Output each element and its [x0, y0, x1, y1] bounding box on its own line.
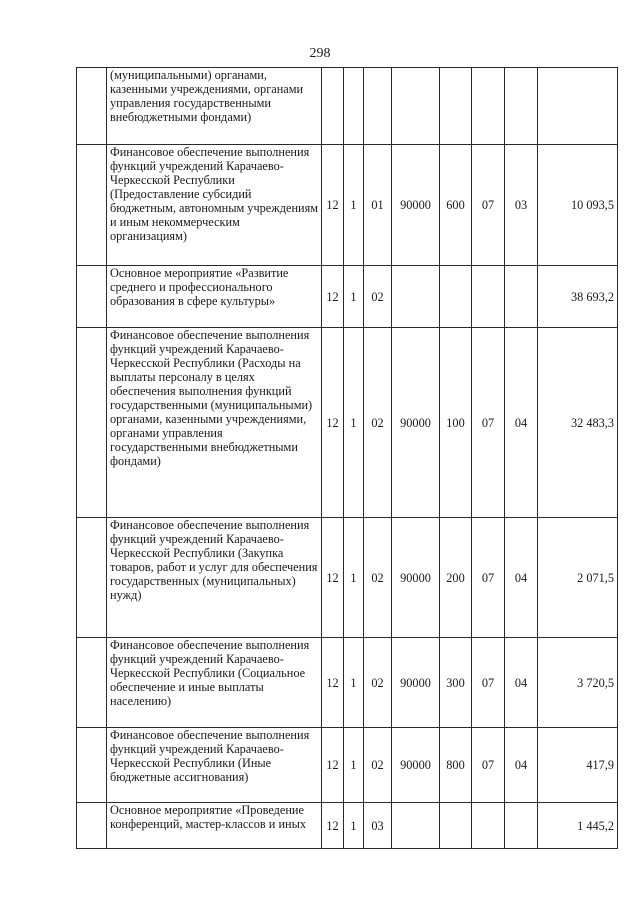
direction-code-cell — [392, 803, 440, 849]
expense-type-cell — [440, 803, 472, 849]
subsection-cell — [505, 803, 538, 849]
expense-type-cell: 300 — [440, 638, 472, 728]
activity-code-cell: 02 — [364, 638, 392, 728]
subprogram-code-cell: 1 — [344, 518, 364, 638]
description-cell: (муниципальными) органами, казенными учреждениями, органами управления государственными внебюджетными фондами) — [107, 68, 322, 145]
amount-cell: 3 720,5 — [538, 638, 618, 728]
expense-type-cell: 600 — [440, 145, 472, 266]
subprogram-code-cell: 1 — [344, 803, 364, 849]
amount-cell: 417,9 — [538, 728, 618, 803]
table-row — [77, 518, 618, 638]
subsection-cell: 04 — [505, 638, 538, 728]
row-number-cell — [77, 328, 107, 518]
subprogram-code-cell: 1 — [344, 266, 364, 328]
direction-code-cell: 90000 — [392, 638, 440, 728]
table-row — [77, 728, 618, 803]
amount-cell: 32 483,3 — [538, 328, 618, 518]
row-number-cell — [77, 518, 107, 638]
program-code-cell: 12 — [322, 518, 344, 638]
expense-type-cell: 800 — [440, 728, 472, 803]
amount-cell: 1 445,2 — [538, 803, 618, 849]
program-code-cell: 12 — [322, 145, 344, 266]
row-number-cell — [77, 638, 107, 728]
table-row — [77, 803, 618, 849]
section-cell: 07 — [472, 728, 505, 803]
program-code-cell: 12 — [322, 728, 344, 803]
section-cell: 07 — [472, 638, 505, 728]
row-number-cell — [77, 145, 107, 266]
direction-code-cell: 90000 — [392, 518, 440, 638]
program-code-cell: 12 — [322, 803, 344, 849]
page-number: 298 — [309, 46, 331, 61]
amount-cell — [538, 68, 618, 145]
activity-code-cell: 02 — [364, 728, 392, 803]
subprogram-code-cell: 1 — [344, 638, 364, 728]
row-number-cell — [77, 68, 107, 145]
description-cell: Финансовое обеспечение выполнения функций учреждений Карачаево-Черкесской Республики (Расходы на выплаты персоналу в целях обеспечения выполнения функций государственными (муниципальными) органами, казенными учреждениями, органами управления государственными внебюджетными фондами) — [107, 328, 322, 518]
program-code-cell — [322, 68, 344, 145]
activity-code-cell: 01 — [364, 145, 392, 266]
subprogram-code-cell: 1 — [344, 328, 364, 518]
amount-cell: 10 093,5 — [538, 145, 618, 266]
activity-code-cell: 02 — [364, 328, 392, 518]
program-code-cell: 12 — [322, 638, 344, 728]
description-cell: Финансовое обеспечение выполнения функций учреждений Карачаево-Черкесской Республики (Закупка товаров, работ и услуг для обеспечения государственных (муниципальных) нужд) — [107, 518, 322, 638]
table-row — [77, 266, 618, 328]
expense-type-cell — [440, 68, 472, 145]
subsection-cell: 03 — [505, 145, 538, 266]
activity-code-cell — [364, 68, 392, 145]
subsection-cell — [505, 68, 538, 145]
expense-type-cell: 100 — [440, 328, 472, 518]
direction-code-cell: 90000 — [392, 145, 440, 266]
subsection-cell: 04 — [505, 328, 538, 518]
table-row — [77, 638, 618, 728]
budget-table — [76, 67, 618, 849]
description-cell: Финансовое обеспечение выполнения функций учреждений Карачаево-Черкесской Республики (Социальное обеспечение и иные выплаты населению) — [107, 638, 322, 728]
amount-cell: 2 071,5 — [538, 518, 618, 638]
section-cell — [472, 68, 505, 145]
program-code-cell: 12 — [322, 266, 344, 328]
row-number-cell — [77, 803, 107, 849]
direction-code-cell — [392, 266, 440, 328]
subprogram-code-cell: 1 — [344, 145, 364, 266]
description-cell: Финансовое обеспечение выполнения функций учреждений Карачаево-Черкесской Республики (Предоставление субсидий бюджетным, автономным учреждениям и иным некоммерческим организациям) — [107, 145, 322, 266]
section-cell: 07 — [472, 518, 505, 638]
description-cell: Основное мероприятие «Проведение конференций, мастер-классов и иных — [107, 803, 322, 849]
subprogram-code-cell — [344, 68, 364, 145]
table-row — [77, 68, 618, 145]
amount-cell: 38 693,2 — [538, 266, 618, 328]
table-row — [77, 145, 618, 266]
section-cell — [472, 803, 505, 849]
description-cell: Основное мероприятие «Развитие среднего и профессионального образования в сфере культуры» — [107, 266, 322, 328]
row-number-cell — [77, 266, 107, 328]
section-cell: 07 — [472, 145, 505, 266]
subsection-cell — [505, 266, 538, 328]
subsection-cell: 04 — [505, 518, 538, 638]
row-number-cell — [77, 728, 107, 803]
direction-code-cell: 90000 — [392, 728, 440, 803]
expense-type-cell — [440, 266, 472, 328]
expense-type-cell: 200 — [440, 518, 472, 638]
program-code-cell: 12 — [322, 328, 344, 518]
activity-code-cell: 02 — [364, 266, 392, 328]
section-cell — [472, 266, 505, 328]
activity-code-cell: 02 — [364, 518, 392, 638]
subsection-cell: 04 — [505, 728, 538, 803]
table-row — [77, 328, 618, 518]
description-cell: Финансовое обеспечение выполнения функций учреждений Карачаево-Черкесской Республики (Иные бюджетные ассигнования) — [107, 728, 322, 803]
subprogram-code-cell: 1 — [344, 728, 364, 803]
direction-code-cell: 90000 — [392, 328, 440, 518]
activity-code-cell: 03 — [364, 803, 392, 849]
direction-code-cell — [392, 68, 440, 145]
section-cell: 07 — [472, 328, 505, 518]
